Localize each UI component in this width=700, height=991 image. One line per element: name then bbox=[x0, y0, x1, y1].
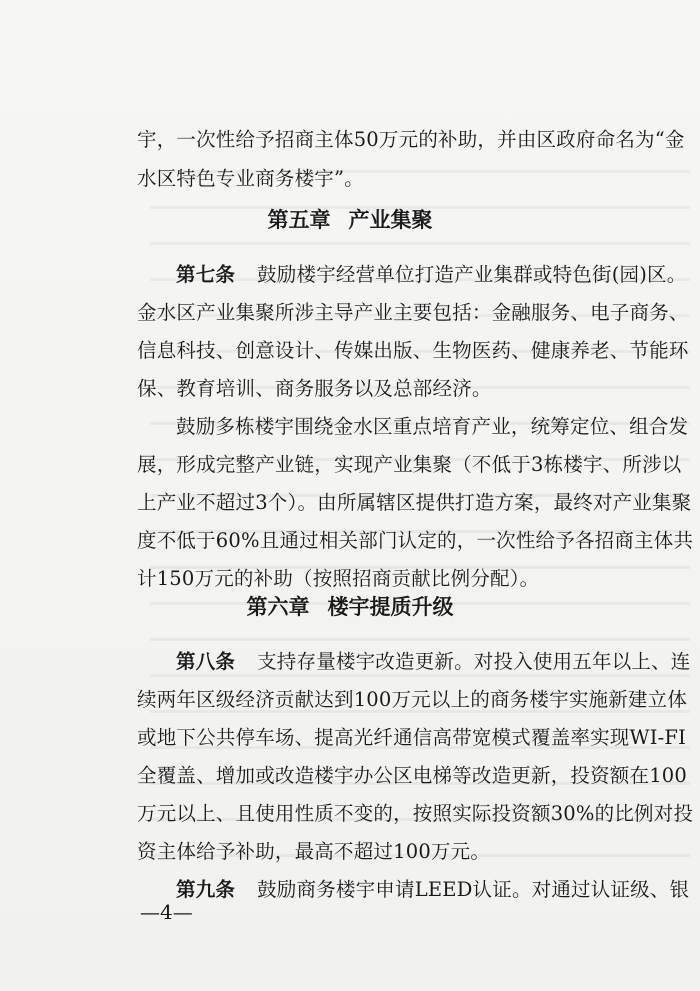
article-8-label: 第八条 bbox=[176, 650, 236, 673]
chapter-5-heading bbox=[0, 207, 700, 233]
chapter-title: 楼宇提质升级 bbox=[327, 595, 454, 619]
article-7-label: 第七条 bbox=[176, 263, 236, 286]
text-line: 上产业不超过3个）。由所属辖区提供打造方案，最终对产业集聚 bbox=[137, 491, 692, 514]
text-line: 续两年区级经济贡献达到100万元以上的商务楼宇实施新建立体 bbox=[137, 688, 688, 711]
text-line: 信息科技、创意设计、传媒出版、生物医药、健康养老、节能环 bbox=[137, 339, 689, 362]
text-line: 全覆盖、增加或改造楼宇办公区电梯等改造更新，投资额在100 bbox=[137, 764, 688, 787]
text-line: 万元以上、且使用性质不变的，按照实际投资额30%的比例对投 bbox=[137, 802, 694, 825]
article-9-label: 第九条 bbox=[176, 878, 236, 901]
article-8-line bbox=[176, 650, 691, 674]
text-line: 度不低于60%且通过相关部门认定的，一次性给予各招商主体共 bbox=[137, 529, 694, 552]
article-7-line bbox=[176, 263, 687, 287]
text-line: 展，形成完整产业链，实现产业集聚（不低于3栋楼宇、所涉以 bbox=[137, 453, 682, 476]
article-8-text: 支持存量楼宇改造更新。对投入使用五年以上、连 bbox=[257, 650, 691, 673]
text-line: 资主体给予补助，最高不超过100万元。 bbox=[137, 840, 491, 863]
text-line: 或地下公共停车场、提高光纤通信高带宽模式覆盖率实现WI-FI bbox=[137, 726, 687, 749]
chapter-number: 第六章 bbox=[246, 595, 310, 619]
article-9-line bbox=[176, 878, 690, 902]
chapter-number: 第五章 bbox=[267, 208, 331, 232]
article-7-text: 鼓励楼宇经营单位打造产业集群或特色街(园)区。 bbox=[257, 263, 687, 286]
text-line: 金水区产业集聚所涉主导产业主要包括：金融服务、电子商务、 bbox=[137, 301, 689, 324]
text-line: 计150万元的补助（按照招商贡献比例分配）。 bbox=[137, 567, 540, 590]
text-line: 水区特色专业商务楼宇”。 bbox=[137, 167, 364, 190]
chapter-6-heading bbox=[0, 594, 700, 620]
text-line: 鼓励多栋楼宇围绕金水区重点培育产业，统筹定位、组合发 bbox=[176, 415, 689, 438]
page-number: —4— bbox=[140, 900, 193, 924]
chapter-title: 产业集聚 bbox=[348, 208, 433, 232]
article-9-text: 鼓励商务楼宇申请LEED认证。对通过认证级、银 bbox=[257, 878, 690, 901]
text-line: 保、教育培训、商务服务以及总部经济。 bbox=[137, 377, 492, 400]
text-line: 宇，一次性给予招商主体50万元的补助，并由区政府命名为“金 bbox=[137, 128, 685, 151]
